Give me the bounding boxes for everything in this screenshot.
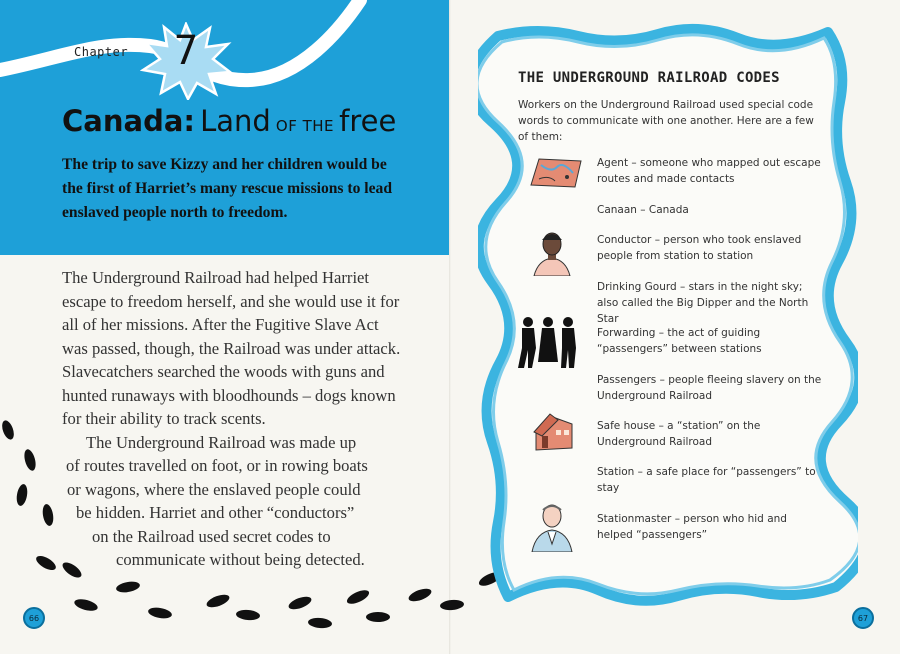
code-entry: Stationmaster – person who hid and helped “passengers” xyxy=(597,513,787,541)
body-text xyxy=(62,266,402,572)
code-entry: Canaan – Canada xyxy=(597,204,689,216)
code-entry: Agent – someone who mapped out escape routes and made contacts xyxy=(597,157,821,185)
code-entry: Passengers – people fleeing slavery on the Underground Railroad xyxy=(597,374,822,402)
codes-intro: Workers on the Underground Railroad used special code words to communicate with one another. Here are a few of them: xyxy=(518,99,814,143)
chapter-number: 7 xyxy=(173,28,199,74)
code-entry: Drinking Gourd – stars in the night sky; also called the Big Dipper and the North Star xyxy=(597,281,809,325)
conductor-portrait xyxy=(530,226,574,276)
chapter-header xyxy=(0,0,450,255)
title-bold: Canada: xyxy=(62,104,195,138)
page-number-left: 66 xyxy=(23,607,45,629)
paragraph-line: communicate without being detected. xyxy=(116,550,365,569)
title-part-1: Land xyxy=(200,104,271,138)
code-entry: Conductor – person who took enslaved people from station to station xyxy=(597,234,802,262)
house-icon xyxy=(532,412,576,452)
body-paragraph-2 xyxy=(62,431,402,572)
paragraph-line: be hidden. Harriet and other “conductors” xyxy=(76,503,355,522)
body-paragraph-1: The Underground Railroad had helped Harriet escape to freedom herself, and she would use it for all of her missions. After the Fugitive Slave Act was passed, though, the Railroad was under attack. Slavecatchers searched the woods with guns and hunted runaways with bloodhounds – dogs known for their ability to track scents. xyxy=(62,268,401,428)
paragraph-line: or wagons, where the enslaved people could xyxy=(67,479,361,499)
stationmaster-portrait xyxy=(530,498,574,552)
codes-title: THE UNDERGROUND RAILROAD CODES xyxy=(518,70,780,86)
chapter-title xyxy=(62,104,396,138)
page-number-right: 67 xyxy=(852,607,874,629)
chapter-intro: The trip to save Kizzy and her children would be the first of Harriet’s many rescue missions to lead enslaved people north to freedom. xyxy=(62,156,393,221)
paragraph-line: on the Railroad used secret codes to xyxy=(92,526,331,546)
map-icon xyxy=(527,155,585,191)
title-part-2: free xyxy=(339,104,397,138)
paragraph-line: The Underground Railroad was made up xyxy=(86,432,357,452)
paragraph-line: of routes travelled on foot, or in rowing boats xyxy=(66,456,368,475)
code-entry: Forwarding – the act of guiding “passengers” between stations xyxy=(597,327,762,355)
code-entry: Station – a safe place for “passengers” to stay xyxy=(597,466,816,494)
silhouettes xyxy=(514,316,584,370)
code-entry: Safe house – a “station” on the Underground Railroad xyxy=(597,420,761,448)
title-small: OF THE xyxy=(275,117,335,135)
chapter-label: Chapter xyxy=(74,45,129,59)
